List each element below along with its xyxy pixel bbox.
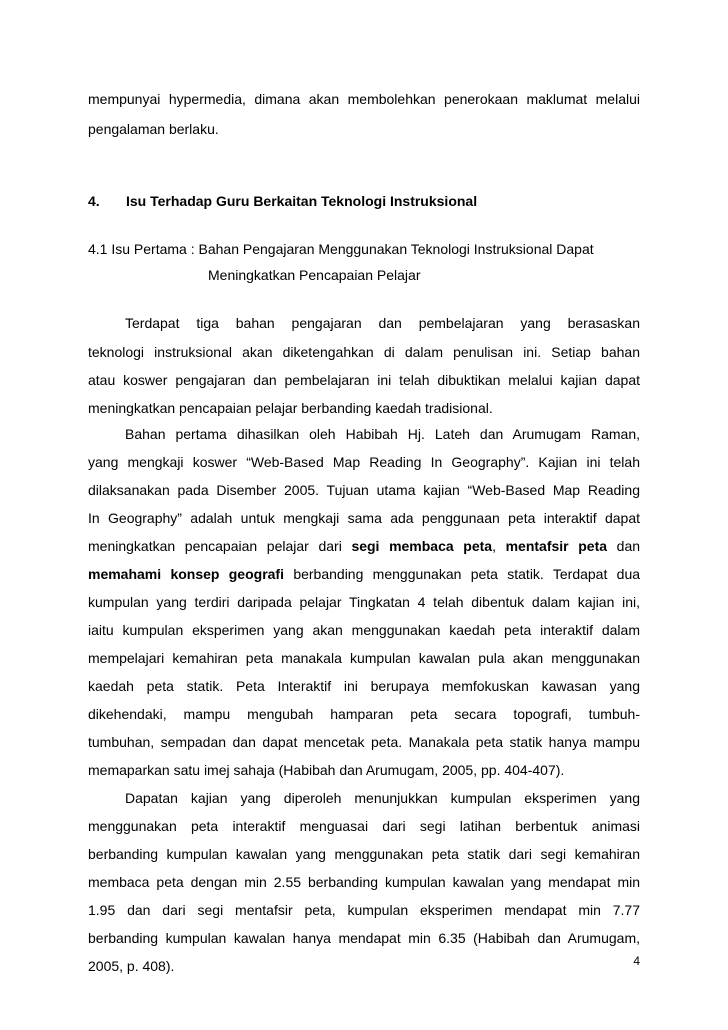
para2-line-8: iaitu kumpulan eksperimen yang akan menggunakan kaedah peta interaktif dalam: [88, 622, 640, 638]
para2-line-3: dilaksanakan pada Disember 2005. Tujuan utama kajian “Web-Based Map Reading: [88, 482, 640, 498]
para3-line-3: berbanding kumpulan kawalan yang menggunakan peta statik dari segi kemahiran: [88, 846, 640, 862]
para2-line-12: tumbuhan, sempadan dan dapat mencetak peta. Manakala peta statik hanya mampu: [88, 734, 640, 750]
bold-term: segi membaca peta: [351, 538, 493, 554]
bold-term: memahami konsep geografi: [88, 566, 284, 582]
para2-line-7: kumpulan yang terdiri daripada pelajar Tingkatan 4 telah dibentuk dalam kajian ini,: [88, 594, 640, 610]
para3-line-2: menggunakan peta interaktif menguasai dari segi latihan berbentuk animasi: [88, 818, 640, 834]
section-heading: [88, 191, 640, 211]
para2-line-10: kaedah peta statik. Peta Interaktif ini berupaya memfokuskan kawasan yang: [88, 678, 640, 694]
page-number: 4: [633, 954, 640, 968]
para2-line-11: dikehendaki, mampu mengubah hamparan peta secara topografi, tumbuh-: [88, 706, 640, 722]
text-span: berbanding menggunakan peta statik. Terdapat dua: [293, 566, 641, 582]
section-number: 4.: [88, 193, 100, 209]
subsection-heading-line-2: Meningkatkan Pencapaian Pelajar: [208, 267, 421, 283]
para3-line-4: membaca peta dengan min 2.55 berbanding kumpulan kawalan yang mendapat min: [88, 874, 640, 890]
para2-line-1: Bahan pertama dihasilkan oleh Habibah Hj. Lateh dan Arumugam Raman,: [125, 426, 640, 442]
para2-line-9: mempelajari kemahiran peta manakala kumpulan kawalan pula akan menggunakan: [88, 650, 640, 666]
para1-line-3: atau koswer pengajaran dan pembelajaran ini telah dibuktikan melalui kajian dapat: [88, 372, 640, 388]
subsection-heading-line-1: 4.1 Isu Pertama : Bahan Pengajaran Menggunakan Teknologi Instruksional Dapat: [88, 241, 594, 257]
para2-line-13: memaparkan satu imej sahaja (Habibah dan Arumugam, 2005, pp. 404-407).: [88, 762, 565, 778]
para3-line-5: 1.95 dan dari segi mentafsir peta, kumpulan eksperimen mendapat min 7.77: [88, 902, 640, 918]
para2-line-2: yang mengkaji koswer “Web-Based Map Reading In Geography”. Kajian ini telah: [88, 454, 640, 470]
intro-line-2: pengalaman berlaku.: [88, 121, 219, 137]
para2-line-4: In Geography” adalah untuk mengkaji sama ada penggunaan peta interaktif dapat: [88, 510, 640, 526]
para3-line-6: berbanding kumpulan kawalan hanya mendapat min 6.35 (Habibah dan Arumugam,: [88, 930, 640, 946]
para3-line-7: 2005, p. 408).: [88, 958, 175, 974]
para2-line-5: [88, 536, 640, 556]
para1-line-1: Terdapat tiga bahan pengajaran dan pembelajaran yang berasaskan: [125, 315, 640, 331]
intro-line-1: mempunyai hypermedia, dimana akan membolehkan penerokaan maklumat melalui: [88, 91, 640, 107]
text-span: ,: [492, 538, 496, 554]
section-title: Isu Terhadap Guru Berkaitan Teknologi Instruksional: [126, 193, 478, 209]
para3-line-1: Dapatan kajian yang diperoleh menunjukkan kumpulan eksperimen yang: [125, 790, 640, 806]
para1-line-2: teknologi instruksional akan diketengahkan di dalam penulisan ini. Setiap bahan: [88, 344, 640, 360]
bold-term: mentafsir peta: [505, 538, 608, 554]
text-span: dan: [616, 538, 641, 554]
text-span: meningkatkan pencapaian pelajar dari: [88, 538, 342, 554]
para2-line-6: [88, 564, 640, 584]
para1-line-4: meningkatkan pencapaian pelajar berbanding kaedah tradisional.: [88, 400, 493, 416]
